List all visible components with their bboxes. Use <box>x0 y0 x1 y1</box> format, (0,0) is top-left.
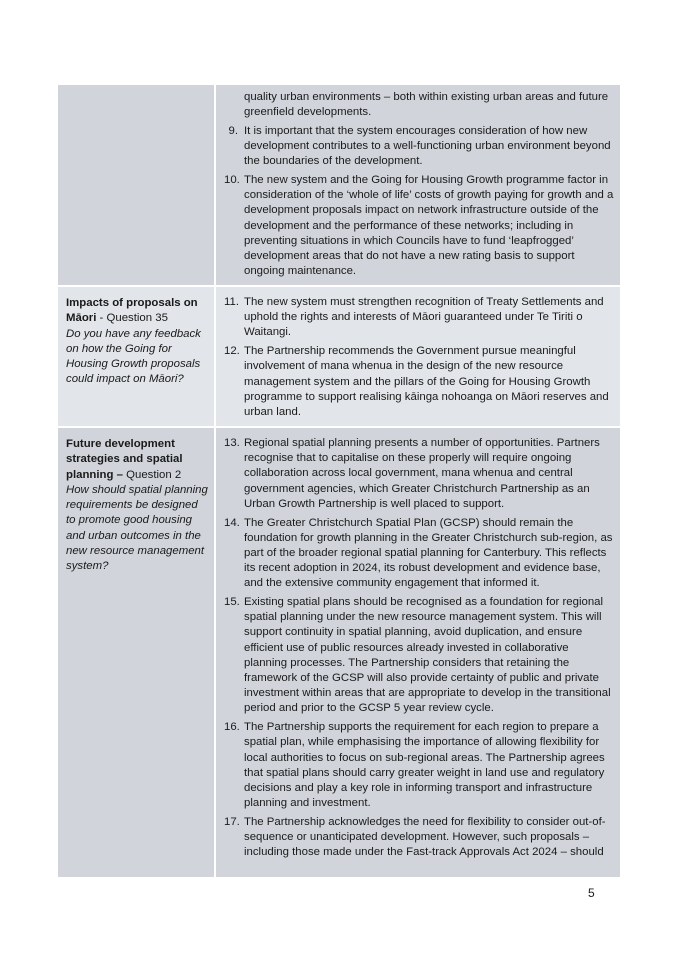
paragraph-11 <box>224 295 614 341</box>
table-row-continued <box>58 85 620 287</box>
paragraph-text: quality urban environments – both within existing urban areas and future greenfield developments. <box>244 91 609 119</box>
paragraph-number: 11. <box>224 296 239 308</box>
paragraph-text: The Greater Christchurch Spatial Plan (GCSP) should remain the foundation for growth planning in the Greater Christchurch sub-region, as part of the broader regional spatial planning for Canterbury. This reflects its recent adoption in 2024, its robust development and evidence base, and the extensive community engagement that informed it. <box>244 516 613 590</box>
paragraph-number: 9. <box>228 124 238 137</box>
paragraph-15 <box>224 595 614 717</box>
paragraph-number: 13. <box>224 437 240 449</box>
response-cell <box>216 428 620 877</box>
paragraph-text: The new system must strengthen recognition of Treaty Settlements and uphold the rights and interests of Māori guaranteed under Te Tiriti o Waitangi. <box>244 296 604 339</box>
question-cell <box>58 428 216 877</box>
question-heading: Impacts of proposals on Māori - Question 35 <box>66 297 198 325</box>
paragraph-text: The Partnership supports the requirement for each region to prepare a spatial plan, while emphasising the importance of allowing flexibility for local authorities to focus on sub-regional areas. The Partnership agrees that spatial plans should carry greater weight in land use and regulatory decisions and play a key role in informing transport and infrastructure planning and investment. <box>244 721 605 810</box>
question-cell <box>58 287 216 426</box>
question-text: Do you have any feedback on how the Going for Housing Growth proposals could impact on Māori? <box>66 327 201 386</box>
paragraph-text: The Partnership acknowledges the need for flexibility to consider out-of-sequence or unanticipated development. However, such proposals – including those made under the Fast-track Approvals Act 2024 – should <box>244 815 606 859</box>
paragraph-number: 10. <box>224 174 240 187</box>
paragraph-text: The Partnership recommends the Government pursue meaningful involvement of mana whenua in the design of the new resource management system and the pillars of the Going for Housing Growth programme to support realising kāinga nohoanga on Māori reserves and urban land. <box>244 345 609 418</box>
paragraph-number: 12. <box>224 345 240 358</box>
paragraph-number: 17. <box>224 815 240 828</box>
paragraph-16 <box>224 720 614 811</box>
question-cell-empty <box>58 85 216 285</box>
paragraph-text: It is important that the system encourages consideration of how new development contributes to a well-functioning urban environment beyond the boundaries of the development. <box>244 124 611 168</box>
paragraph-text: Existing spatial plans should be recognised as a foundation for regional spatial planning under the new resource management system. This will support continuity in spatial planning, avoid duplication, and ensure efficient use of public resources already invested in collaborative planning processes. The Partnership considers that retaining the framework of the GCSP will also provide certainty of public and private investment within areas that are appropriate to develop in the transitional period and prior to the GCSP 5 year review cycle. <box>244 596 611 715</box>
paragraph-10 <box>224 173 614 279</box>
question-text: How should spatial planning requirements be designed to promote good housing and urban outcomes in the new resource management system? <box>66 483 208 573</box>
paragraph-12 <box>224 344 614 420</box>
paragraph-text: The new system and the Going for Housing Growth programme factor in consideration of the ‘whole of life’ costs of growth paying for growth and a development proposals impact on network infrastructure outside of the development and the performance of these networks; including in preventing situations in which Councils have to fund ‘leapfrogged’ development areas that do not have a new rating basis to support ongoing maintenance. <box>244 174 614 278</box>
table-row-maori-impacts <box>58 287 620 428</box>
paragraph-number: 16. <box>224 721 240 734</box>
paragraph-9 <box>224 124 614 170</box>
paragraph-number: 14. <box>224 516 240 529</box>
paragraph-14 <box>224 516 614 592</box>
paragraph-text: Regional spatial planning presents a number of opportunities. Partners recognise that to capitalise on these properly will require ongoing collaboration across local government, mana whenua and central government agencies, which Greater Christchurch Partnership as an Urban Growth Partnership is well placed to support. <box>244 437 600 510</box>
paragraph-number: 15. <box>224 596 240 609</box>
response-cell <box>216 85 620 285</box>
paragraph-17 <box>224 815 614 861</box>
paragraph-13 <box>224 436 614 512</box>
submission-table <box>58 85 620 879</box>
table-row-future-development <box>58 428 620 879</box>
response-cell <box>216 287 620 426</box>
question-heading: Future development strategies and spatial planning – Question 2 <box>66 438 183 481</box>
page-number: 5 <box>588 886 595 900</box>
paragraph-continued <box>224 90 614 120</box>
